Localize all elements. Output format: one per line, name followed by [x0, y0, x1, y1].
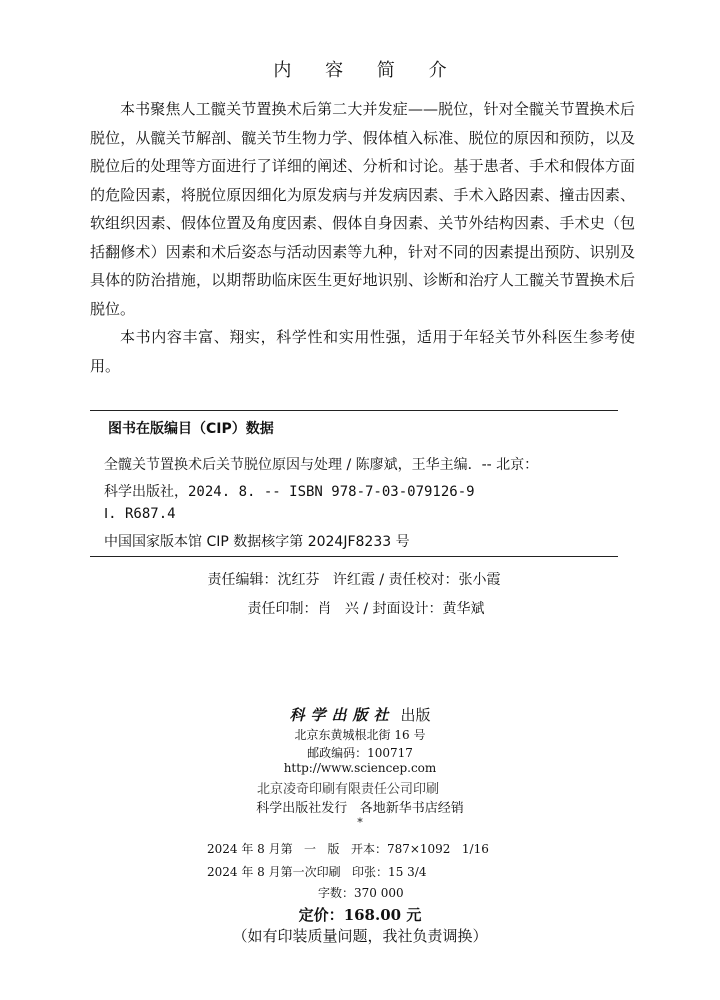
- cip-heading: 图书在版编目（CIP）数据: [108, 421, 274, 437]
- publisher-url: http://www.sciencep.com: [283, 761, 437, 775]
- quality-notice: （如有印装质量问题，我社负责调换）: [232, 927, 488, 945]
- edition-spec: 2024 年 8 月第 一 版 开本：787×1092 1/16: [207, 842, 489, 856]
- cip-line-1: 全髋关节置换术后关节脱位原因与处理 / 陈廖斌，王华主编．-- 北京：: [104, 457, 539, 473]
- cip-line-3: Ⅰ. R687.4: [104, 506, 176, 522]
- word-count: 字数：370 000: [318, 886, 404, 900]
- price-line: [0, 904, 720, 925]
- cip-top-divider: [90, 410, 618, 411]
- publisher-address: 北京东黄城根北街 16 号: [294, 728, 426, 742]
- cip-line-4: 中国国家版本馆 CIP 数据核字第 2024JF8233 号: [104, 534, 410, 550]
- publisher-postcode: 邮政编码：100717: [307, 746, 413, 760]
- publisher-line: [0, 704, 720, 725]
- publisher-suffix: 出版: [400, 706, 431, 724]
- editor-credits: 责任编辑：沈红芬 许红霞 / 责任校对：张小霞: [207, 572, 501, 588]
- printing-spec: 2024 年 8 月第一次印刷 印张：15 3/4: [207, 865, 427, 879]
- page-title: 内 容 简 介: [273, 60, 461, 81]
- printer-line: 北京凌奇印刷有限责任公司印刷: [256, 782, 439, 797]
- cip-line-2: 科学出版社，2024. 8. -- ISBN 978-7-03-079126-9: [104, 484, 475, 500]
- publisher-logo: 科学出版社: [289, 706, 395, 724]
- price-value: 168.00 元: [343, 906, 422, 924]
- intro-paragraph-2: 本书内容丰富、翔实，科学性和实用性强，适用于年轻关节外科医生参考使用。: [90, 328, 635, 375]
- price-label: 定价：: [298, 906, 344, 924]
- distribution-line: 科学出版社发行 各地新华书店经销: [256, 801, 464, 816]
- separator-star: *: [357, 816, 363, 829]
- production-credits: 责任印制：肖 兴 / 封面设计：黄华斌: [247, 601, 485, 617]
- introduction: [90, 95, 635, 380]
- cip-bottom-divider: [90, 556, 618, 557]
- intro-paragraph-1: 本书聚焦人工髋关节置换术后第二大并发症——脱位，针对全髋关节置换术后脱位，从髋关节解剖、髋关节生物力学、假体植入标准、脱位的原因和预防，以及脱位后的处理等方面进行了详细的阐述、分析和讨论。基于患者、手术和假体方面的危险因素，将脱位原因细化为原发病与并发病因素、手术入路因素、撞击因素、软组织因素、假体位置及角度因素、假体自身因素、关节外结构因素、手术史（包括翻修术）因素和术后姿态与活动因素等九种，针对不同的因素提出预防、识别及具体的防治措施，以期帮助临床医生更好地识别、诊断和治疗人工髋关节置换术后脱位。: [90, 100, 635, 318]
